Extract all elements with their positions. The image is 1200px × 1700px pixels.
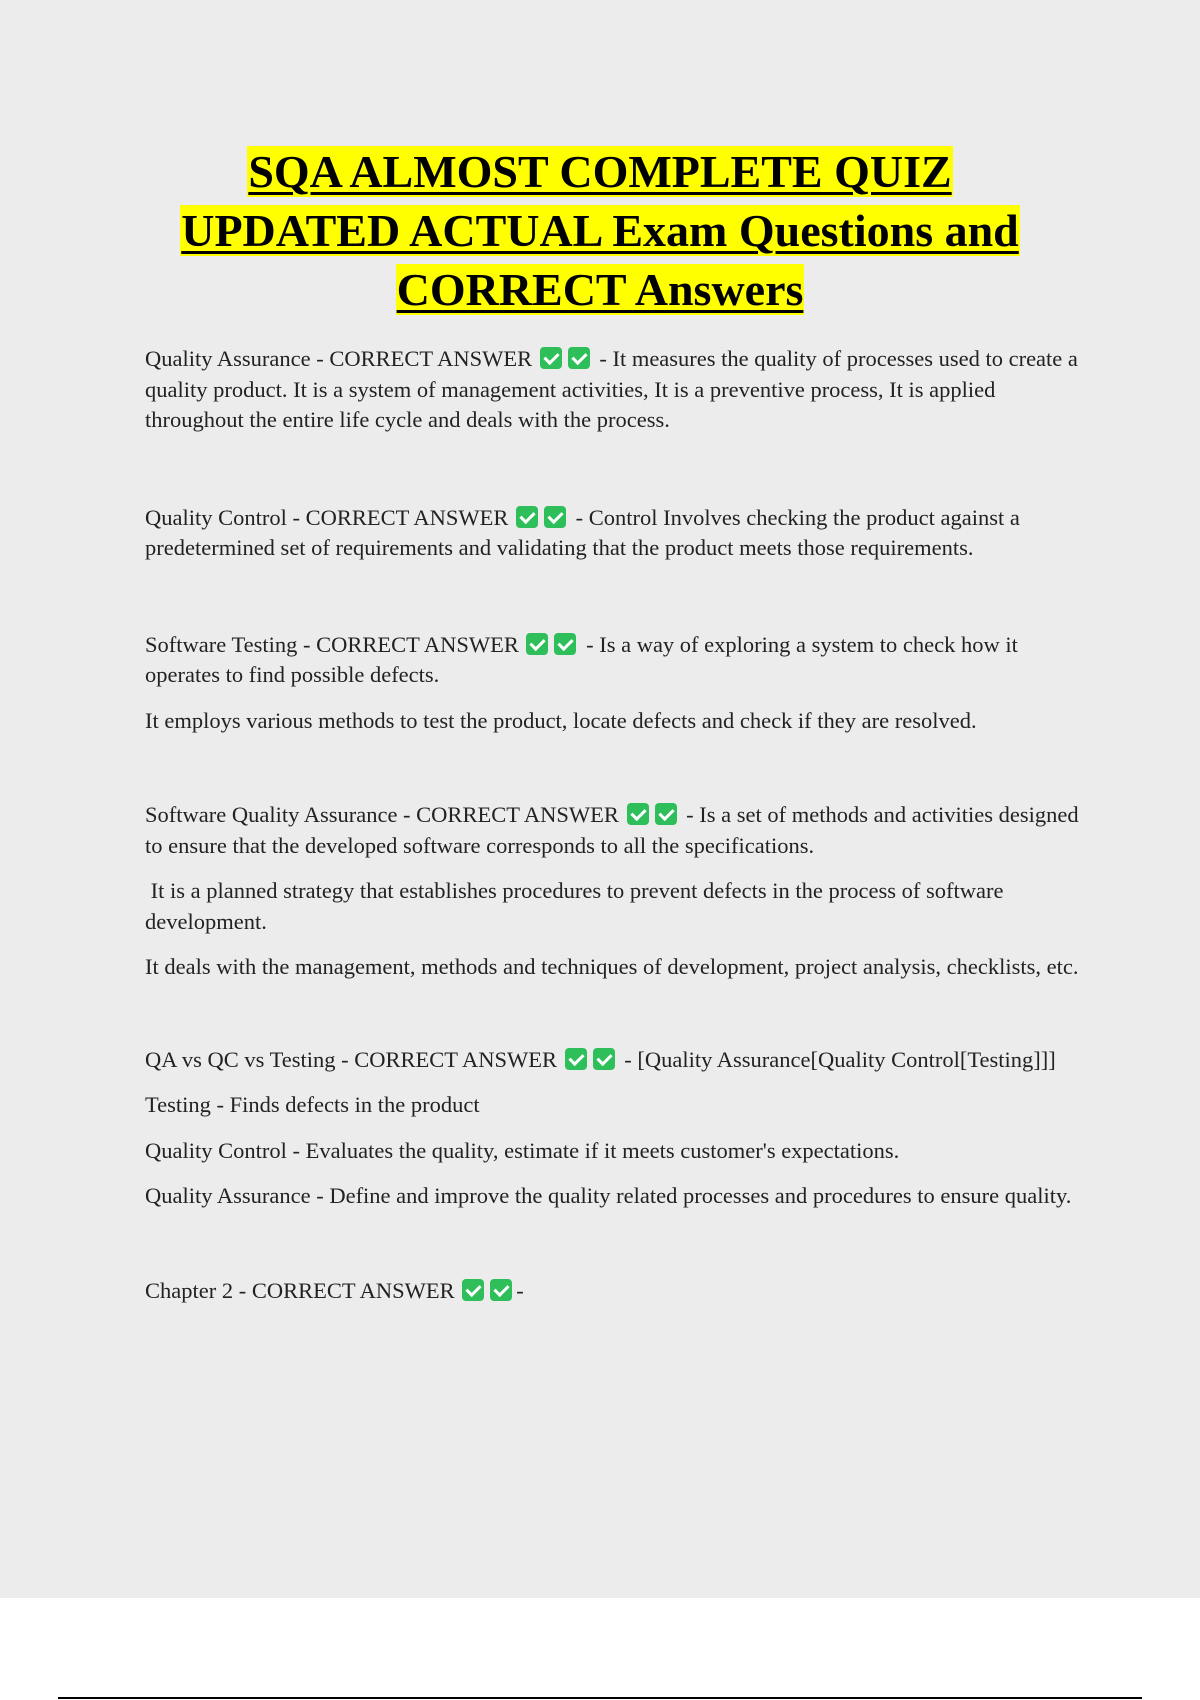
question-term: QA vs QC vs Testing - CORRECT ANSWER [145, 1046, 558, 1072]
answer-text: - [Quality Assurance[Quality Control[Testing]]] [624, 1046, 1056, 1072]
check-mark-icon [526, 633, 548, 655]
check-mark-icon [568, 347, 590, 369]
question-term: Chapter 2 - CORRECT ANSWER [145, 1277, 455, 1303]
check-mark-icon [544, 506, 566, 528]
qa-paragraph [145, 800, 1090, 861]
check-mark-icon [565, 1048, 587, 1070]
qa-paragraph [145, 1276, 1090, 1307]
answer-continuation: It is a planned strategy that establishes procedures to prevent defects in the process of software development. [145, 878, 1010, 934]
check-mark-icon [655, 803, 677, 825]
qa-entry-software-testing [145, 630, 1090, 737]
footer-divider [58, 1697, 1142, 1699]
answer-continuation: Testing - Finds defects in the product [145, 1092, 480, 1117]
qa-entry-quality-control [145, 503, 1090, 564]
title-line-2: UPDATED ACTUAL Exam Questions and [181, 205, 1019, 256]
qa-paragraph [145, 503, 1090, 564]
answer-text: - It measures the quality of processes used to create a quality product. It is a system of management activities, It is a preventive process, It is applied throughout the entire life cycle and deals with the process. [145, 346, 1078, 432]
qa-paragraph [145, 1045, 1090, 1076]
check-mark-icon [490, 1279, 512, 1301]
question-term: Software Testing - CORRECT ANSWER [145, 631, 519, 657]
qa-paragraph [145, 630, 1090, 691]
answer-text: - Is a way of exploring a system to check how it operates to find possible defects. [145, 631, 1018, 687]
answer-text: - Control Involves checking the product against a predetermined set of requirements and validating that the product meets those requirements. [145, 504, 1020, 560]
qa-entry-quality-assurance [145, 344, 1090, 436]
qa-entry-software-quality-assurance [145, 800, 1090, 983]
check-mark-icon [627, 803, 649, 825]
qa-entry-chapter-2 [145, 1276, 1090, 1307]
qa-entry-qa-vs-qc-vs-testing [145, 1045, 1090, 1212]
question-term: Quality Assurance - CORRECT ANSWER [145, 346, 533, 371]
document-title [100, 142, 1100, 319]
title-line-3: CORRECT Answers [396, 264, 804, 315]
answer-text: - [516, 1277, 524, 1303]
check-mark-icon [516, 506, 538, 528]
qa-content [145, 344, 1090, 1306]
question-term: Software Quality Assurance - CORRECT ANSWER [145, 802, 619, 827]
answer-continuation: Quality Control - Evaluates the quality, estimate if it meets customer's expectations. [145, 1137, 900, 1163]
title-line-1: SQA ALMOST COMPLETE QUIZ [248, 146, 952, 197]
question-term: Quality Control - CORRECT ANSWER [145, 504, 509, 530]
check-mark-icon [593, 1048, 615, 1070]
answer-continuation: It deals with the management, methods and techniques of development, project analysis, checklists, etc. [145, 954, 1079, 979]
qa-paragraph [145, 344, 1090, 436]
check-mark-icon [540, 347, 562, 369]
check-mark-icon [462, 1279, 484, 1301]
check-mark-icon [554, 633, 576, 655]
answer-continuation: It employs various methods to test the product, locate defects and check if they are resolved. [145, 707, 977, 733]
answer-continuation: Quality Assurance - Define and improve the quality related processes and procedures to ensure quality. [145, 1183, 1072, 1208]
answer-text: - Is a set of methods and activities designed to ensure that the developed software corresponds to all the specifications. [145, 802, 1079, 858]
